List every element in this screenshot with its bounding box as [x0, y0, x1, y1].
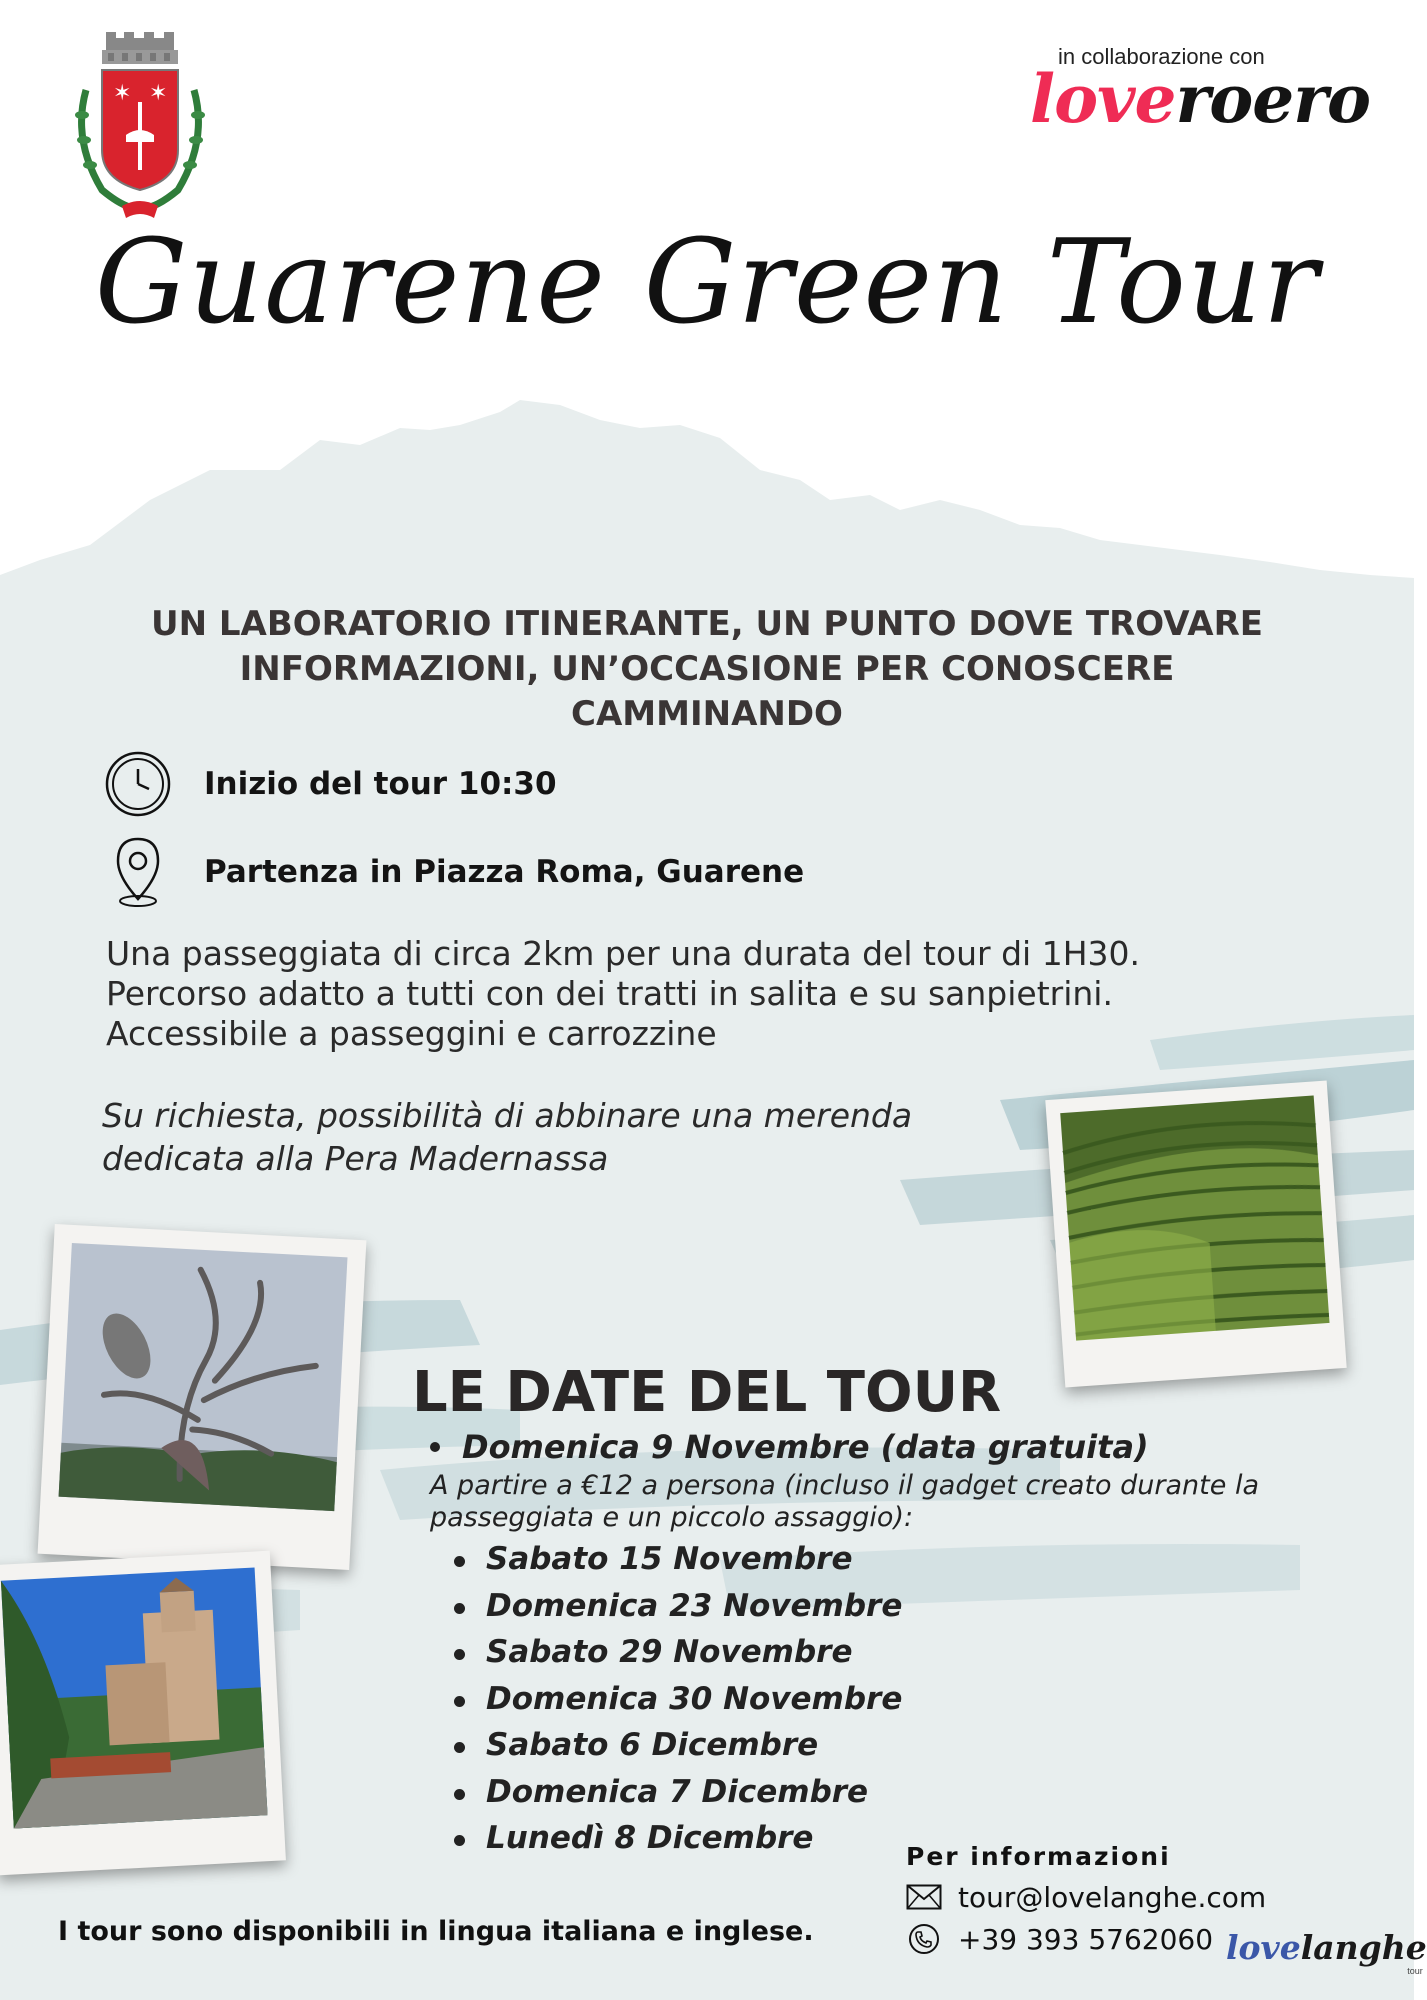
- first-date-text: Domenica 9 Novembre (data gratuita): [462, 1428, 1149, 1466]
- list-item: Sabato 6 Dicembre: [450, 1722, 902, 1769]
- list-item: Lunedì 8 Dicembre: [450, 1815, 902, 1862]
- map-pin-icon: [100, 834, 176, 910]
- envelope-icon: [904, 1880, 944, 1914]
- email-link[interactable]: tour@lovelanghe.com: [958, 1880, 1267, 1914]
- vineyard-photo: [1045, 1081, 1346, 1388]
- svg-text:✶: ✶: [113, 81, 132, 106]
- dates-heading: LE DATE DEL TOUR: [412, 1360, 1002, 1425]
- logo-langhe: langhe: [1300, 1928, 1427, 1967]
- lovelanghe-logo: [1226, 1928, 1427, 1976]
- collaboration-label: in collaborazione con: [1058, 44, 1265, 69]
- list-item: Domenica 7 Dicembre: [450, 1769, 902, 1816]
- phone-row[interactable]: [904, 1922, 1213, 1956]
- departure-row: [100, 834, 804, 910]
- page-title: Guarene Green Tour: [94, 215, 1320, 350]
- start-time-row: [100, 746, 557, 822]
- list-item: Sabato 29 Novembre: [450, 1629, 902, 1676]
- phone-link[interactable]: +39 393 5762060: [958, 1922, 1214, 1956]
- tour-description: Una passeggiata di circa 2km per una durata del tour di 1H30. Percorso adatto a tutti con dei tratti in salita e su sanpietrini. Accessibile a passeggini e carrozzine: [106, 934, 1140, 1053]
- languages-note: I tour sono disponibili in lingua italiana e inglese.: [58, 1916, 814, 1947]
- contact-heading: Per informazioni: [906, 1842, 1171, 1871]
- svg-text:✶: ✶: [149, 81, 168, 106]
- subtitle: UN LABORATORIO ITINERANTE, UN PUNTO DOVE TROVARE INFORMAZIONI, UN’OCCASIONE PER CONOSCERE CAMMINANDO: [150, 604, 1263, 734]
- clock-icon: [100, 746, 176, 822]
- brand-love: love: [1030, 60, 1176, 138]
- departure-text: Partenza in Piazza Roma, Guarene: [204, 854, 805, 890]
- first-date-item: [428, 1428, 1149, 1466]
- logo-love: love: [1226, 1928, 1301, 1967]
- coat-of-arms-icon: [66, 30, 214, 226]
- loveroero-logo: [1030, 60, 1370, 138]
- sculpture-photo: [38, 1224, 367, 1570]
- list-item: Domenica 30 Novembre: [450, 1676, 902, 1723]
- list-item: Sabato 15 Novembre: [450, 1536, 902, 1583]
- date-list: [450, 1536, 902, 1862]
- email-row[interactable]: [904, 1880, 1266, 1914]
- snack-note: Su richiesta, possibilità di abbinare una merenda dedicata alla Pera Madernassa: [102, 1096, 913, 1178]
- phone-icon: [904, 1922, 944, 1956]
- list-item: Domenica 23 Novembre: [450, 1583, 902, 1630]
- brand-roero: roero: [1175, 60, 1371, 138]
- price-note: A partire a €12 a persona (incluso il gadget creato durante la passeggiata e un piccolo assaggio):: [430, 1470, 1259, 1533]
- logo-tagline: tour: [1407, 1966, 1423, 1976]
- church-photo: [0, 1551, 286, 1876]
- start-time-text: Inizio del tour 10:30: [204, 766, 557, 802]
